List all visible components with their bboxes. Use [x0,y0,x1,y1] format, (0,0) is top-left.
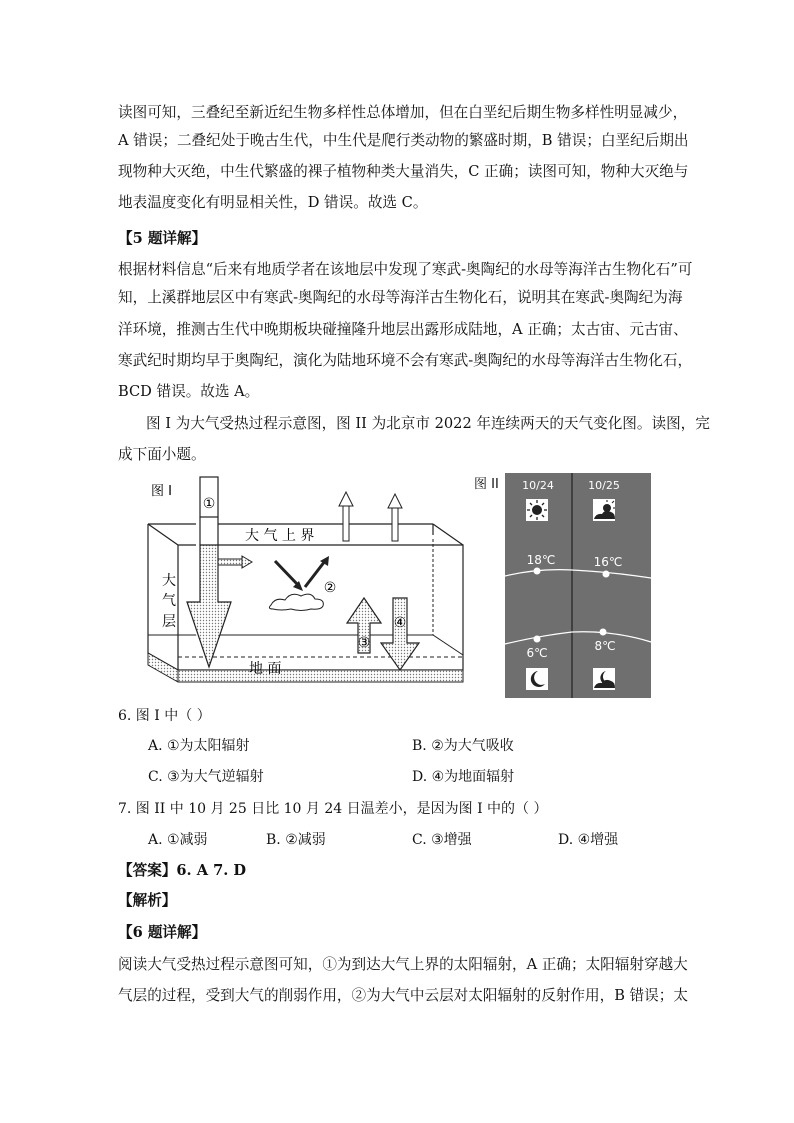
side-label-2: 气 [162,593,176,609]
text-line: 地表温度变化有明显相关性，D 错误。故选 C。 [118,194,428,211]
side-label-1: 大 [162,573,176,589]
high-temp-2: 16℃ [593,555,623,569]
q7-option-a: A. ①减弱 [148,832,208,848]
question-6-stem: 6. 图 I 中（ ） [118,708,211,724]
date-1: 10/24 [522,479,554,492]
q6-option-a: A. ①为太阳辐射 [148,738,250,754]
marker-4: ④ [393,615,407,631]
section-heading: 【5 题详解】 [118,230,207,247]
date-2: 10/25 [588,479,620,492]
figure-label: 图 I [151,484,172,499]
q7-option-c: C. ③增强 [412,832,472,848]
text-line: 读图可知，三叠纪至新近纪生物多样性总体增加，但在白垩纪后期生物多样性明显减少， [118,104,688,121]
q6-option-b: B. ②为大气吸收 [412,738,514,754]
text-line: 洋环境，推测古生代中晚期板块碰撞隆升地层出露形成陆地，A 正确；太古宙、元古宙、 [118,321,688,338]
ground-label: 地 面 [249,661,282,677]
text-line: BCD 错误。故选 A。 [118,383,260,400]
high-temp-1: 18℃ [526,553,556,567]
q7-option-d: D. ④增强 [558,832,619,848]
figure-label: 图 II [474,477,499,492]
moon-cloud-icon [593,668,615,690]
text-line: 寒武纪时期均早于奥陶纪，演化为陆地环境不会有寒武-奥陶纪的水母等海洋古生物化石， [118,352,693,369]
marker-3: ③ [357,635,371,651]
analysis-heading: 【解析】 [118,892,177,909]
question-7-stem: 7. 图 II 中 10 月 25 日比 10 月 24 日温差小，是因为图 I 中的（ ） [118,801,548,817]
section-heading: 【6 题详解】 [118,924,207,941]
q7-option-b: B. ②减弱 [266,832,326,848]
text-line: 知，上溪群地层区中有寒武-奥陶纪的水母等海洋古生物化石，说明其在寒武-奥陶纪为海 [118,289,683,306]
q6-option-c: C. ③为大气逆辐射 [148,769,264,785]
low-temp-2: 8℃ [594,639,616,653]
text-line: A 错误；二叠纪处于晚古生代，中生代是爬行类动物的繁盛时期，B 错误；白垩纪后期出 [118,132,689,149]
sun-icon [526,499,548,521]
text-line: 现物种大灭绝，中生代繁盛的裸子植物种类大量消失，C 正确；读图可知，物种大灭绝与 [118,163,689,180]
marker-1: ① [202,496,216,512]
text-line: 成下面小题。 [118,446,206,463]
text-line: 阅读大气受热过程示意图可知，①为到达大气上界的太阳辐射，A 正确；太阳辐射穿越大 [118,956,688,973]
sun-cloud-icon [593,499,615,521]
marker-2: ② [323,580,337,596]
answer-line: 【答案】6. A 7. D [118,862,247,879]
figure-weather [472,472,654,702]
text-line: 根据材料信息“后来有地质学者在该地层中发现了寒武-奥陶纪的水母等海洋古生物化石”可 [118,261,693,278]
text-line: 气层的过程，受到大气的削弱作用，②为大气中云层对太阳辐射的反射作用，B 错误；太 [118,987,688,1004]
side-label-3: 层 [162,614,176,630]
moon-icon [526,668,548,690]
figure-atmosphere-heating [145,475,470,705]
top-boundary-label: 大 气 上 界 [245,528,315,544]
q6-option-d: D. ④为地面辐射 [412,769,515,785]
text-line: 图 I 为大气受热过程示意图，图 II 为北京市 2022 年连续两天的天气变化图。读图，完 [146,415,710,432]
low-temp-1: 6℃ [526,646,548,660]
